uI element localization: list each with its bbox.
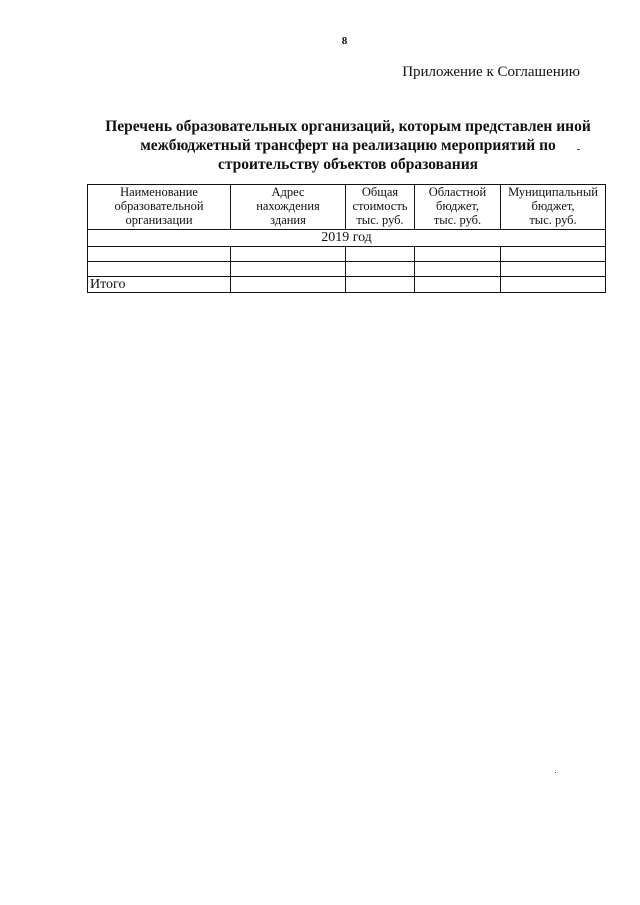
table-cell [415,277,501,293]
table-cell [88,247,231,262]
table-cell [231,277,346,293]
table-cell [231,247,346,262]
table-cell [415,262,501,277]
title-line-1: Перечень образовательных организаций, которым представлен иной [105,118,591,135]
page-number: 8 [341,35,348,47]
scan-speck [555,772,556,773]
table-cell [415,247,501,262]
table-cell [231,262,346,277]
table-cell [88,262,231,277]
table-cell [501,277,606,293]
header-regional-budget: Областной бюджет, тыс. руб. [415,185,501,230]
scan-speck [577,149,580,150]
document-title [96,117,600,174]
table-cell [346,247,415,262]
table-row [88,247,606,262]
title-line-2: межбюджетный трансферт на реализацию мероприятий по [140,137,556,154]
table-cell [501,247,606,262]
table-cell [346,277,415,293]
header-organization-name: Наименование образовательной организации [88,185,231,230]
header-municipal-budget: Муниципальный бюджет, тыс. руб. [501,185,606,230]
table-cell [346,262,415,277]
total-row [88,277,606,293]
organizations-table [87,184,606,293]
table-cell [501,262,606,277]
year-label: 2019 год [88,230,606,247]
header-building-address: Адрес нахождения здания [231,185,346,230]
appendix-label: Приложение к Соглашению [402,64,580,80]
total-label: Итого [88,277,231,293]
table-row [88,262,606,277]
table-header-row [88,185,606,230]
header-total-cost: Общая стоимость тыс. руб. [346,185,415,230]
title-line-3: строительству объектов образования [217,156,479,173]
year-row [88,230,606,247]
